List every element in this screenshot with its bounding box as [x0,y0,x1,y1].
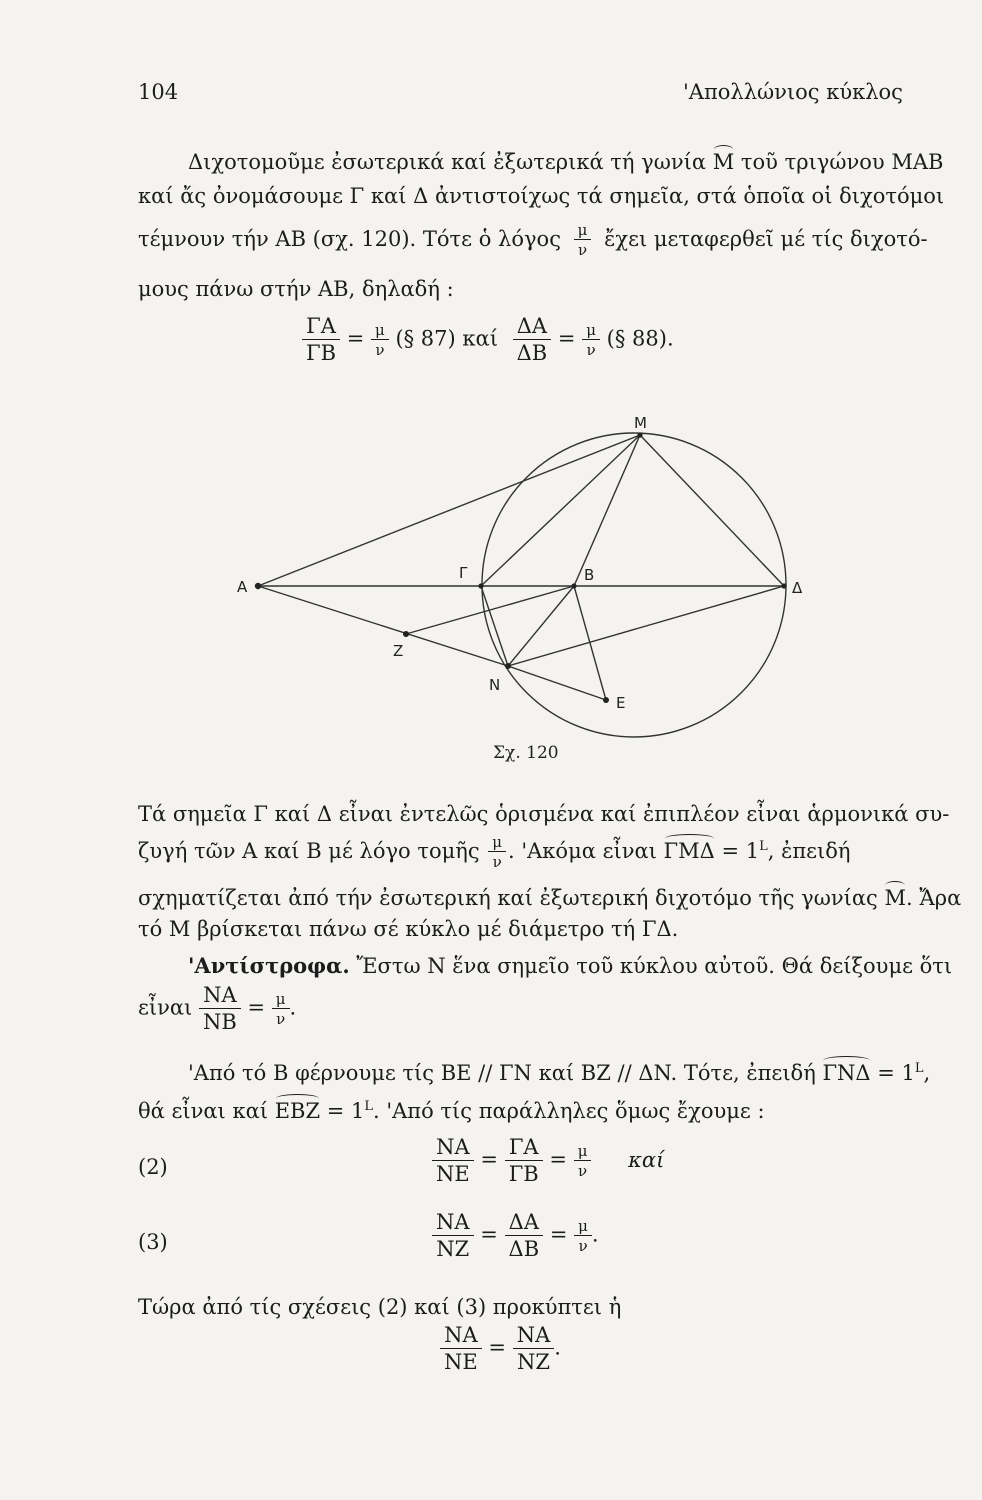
para2-text: ζυγή τῶν A καί B μέ λόγο τομῆς [138,839,480,863]
para3-text: = 1 [870,1061,915,1085]
para2-text: . 'Ακόμα εἶναι [508,839,664,863]
point-d [781,583,786,588]
converse-equation [138,985,296,1033]
equation-3-tag: (3) [138,1230,168,1254]
para1-text: τοῦ τριγώνου MAB [734,150,944,174]
fraction-numerator: μ [574,223,592,240]
para3-text: θά εἶναι καί [138,1099,275,1123]
equals-sign: = [480,1147,499,1172]
fraction-numerator: μ [488,835,506,852]
fraction-numerator: ΔΑ [513,316,552,340]
para2-line2 [138,835,851,870]
para3-text: 'Από τό B φέρνουμε τίς BE // ΓN καί BZ // ΔN. Τότε, ἐπειδή [188,1061,823,1085]
segment-be [574,586,606,700]
reference-87: (§ 87) καί [395,326,498,351]
fraction-numerator: ΓΑ [505,1137,543,1161]
figure-caption: Σχ. 120 [493,743,559,763]
label-a: A [237,578,248,596]
equals-sign: = [247,995,266,1020]
fraction-da-db [505,1212,544,1260]
apollonius-circle [482,433,786,737]
segment-an [258,586,508,666]
period: . [554,1335,561,1360]
fraction-numerator: μ [371,323,389,340]
fraction-numerator: μ [582,323,600,340]
right-angle-mark: L [364,1099,373,1114]
equals-sign: = [557,326,576,351]
equals-sign: = [488,1335,507,1360]
para1-line4: μους πάνω στήν AB, δηλαδή : [138,277,454,301]
segment-mg [481,435,640,586]
para1-text: τέμνουν τήν AB (σχ. 120). Τότε ὁ λόγος [138,227,561,251]
segment-ne [508,666,606,700]
fraction-denominator: ν [577,241,588,259]
fraction-denominator: ν [375,340,385,359]
right-angle-mark: L [759,839,768,854]
segment-zb [406,586,574,634]
fraction-numerator: ΔΑ [505,1212,544,1236]
right-angle-mark: L [914,1061,924,1076]
fraction-numerator: NA [513,1325,555,1349]
equals-sign: = [549,1222,568,1247]
para1-text: ἔχει μεταφερθεῖ μέ τίς διχοτό- [604,227,928,251]
fraction-numerator: ΓΑ [302,316,340,340]
fraction-denominator: NE [444,1350,478,1374]
point-e [603,697,609,703]
conjunction: καί [628,1147,665,1172]
fraction-na-nz [513,1325,555,1373]
segment-nd [508,586,784,666]
angle-gmd: ΓMΔ [663,839,715,863]
equation-2-tag: (2) [138,1155,168,1179]
fraction-mu-nu [574,1141,592,1180]
para1-text: Διχοτομοῦμε ἐσωτερικά καί ἐξωτερικά τή γωνία [188,150,713,174]
angle-m: M [712,150,735,174]
equals-sign: = [480,1222,498,1247]
para2-text: = 1 [714,839,760,863]
angle-m: M [884,886,906,910]
fraction-denominator: ΔΒ [516,341,548,365]
fraction-denominator: ν [276,1009,286,1028]
period: . [289,995,297,1020]
point-a [255,583,261,589]
label-m: M [634,414,647,432]
fraction-numerator: μ [272,992,290,1009]
point-z [403,631,409,637]
fraction-denominator: ΓΒ [306,341,337,365]
fraction-numerator: NA [432,1137,474,1161]
fraction-denominator: ΔΒ [508,1237,540,1261]
fraction-denominator: NZ [436,1237,470,1261]
angle-ebz: EBZ [274,1099,321,1123]
segment-nb [508,586,574,666]
label-d: Δ [792,579,803,597]
label-g: Γ [459,564,468,582]
fraction-na-nb [199,985,241,1033]
period: . [591,1222,599,1247]
fraction-denominator: NE [436,1162,470,1186]
angle-gnd: ΓNΔ [822,1061,871,1085]
fraction-numerator: μ [574,1219,592,1236]
fraction-denominator: NZ [516,1350,550,1374]
label-z: Z [393,642,404,660]
fraction-denominator: ν [578,1236,588,1255]
segment-md [640,435,784,586]
equation-3 [432,1212,599,1260]
point-n [505,663,511,669]
para2-line4: τό M βρίσκεται πάνω σέ κύκλο μέ διάμετρο τή ΓΔ. [138,917,679,941]
segment-ng [481,586,508,666]
converse-text: Ἔστω N ἕνα σημεῖο τοῦ κύκλου αὐτοῦ. Θά δείξουμε ὅτι [349,954,953,978]
converse-text: εἶναι [138,995,193,1020]
para3-line2 [138,1100,765,1122]
equals-sign: = [549,1147,568,1172]
fraction-mu-nu [574,1216,592,1255]
para2-text: . Ἄρα [905,886,962,910]
converse-line1 [188,955,952,977]
equals-sign: = [346,326,365,351]
fraction-mu-nu [272,989,290,1028]
point-m [637,432,642,437]
fraction-denominator: ν [586,340,596,359]
fraction-numerator: NA [199,985,241,1009]
fraction-na-ne [432,1137,474,1185]
para3-text: . 'Από τίς παράλληλες ὅμως ἔχουμε : [373,1099,765,1123]
fraction-numerator: NA [440,1325,482,1349]
conclusion-line: Τώρα ἀπό τίς σχέσεις (2) καί (3) προκύπτει ἡ [138,1295,622,1319]
para2-line3 [138,888,961,909]
para3-line1 [188,1062,930,1084]
para2-text: , ἐπειδή [767,839,851,863]
running-title: 'Απολλώνιος κύκλος [683,80,903,104]
converse-label: 'Αντίστροφα. [188,953,350,978]
fraction-numerator: NA [432,1212,474,1236]
fraction-denominator: ΓΒ [508,1162,539,1186]
page-number: 104 [138,80,179,104]
para3-text: , [923,1061,931,1085]
fraction-ga-gb [505,1137,543,1185]
para2-line1: Τά σημεῖα Γ καί Δ εἶναι ἐντελῶς ὁρισμένα καί ἐπιπλέον εἶναι ἁρμονικά συ- [138,802,950,826]
ratio-mu-nu [488,835,506,870]
para2-text: σχηματίζεται ἀπό τήν ἐσωτερική καί ἐξωτερική διχοτόμο τῆς γωνίας [138,886,885,910]
point-b [571,583,576,588]
fraction-denominator: ν [492,853,502,871]
reference-88: (§ 88). [606,326,674,351]
segment-am [258,435,640,586]
conclusion-equation [440,1325,561,1373]
para1-line2: καί ἄς ὀνομάσουμε Γ καί Δ ἀντιστοίχως τά σημεῖα, στά ὁποῖα οἱ διχοτόμοι [138,184,945,208]
fraction-denominator: NB [202,1010,237,1034]
label-e: E [616,694,626,712]
equation-2 [432,1137,664,1185]
label-b: B [584,566,595,584]
fraction-numerator: μ [574,1144,592,1161]
fraction-na-ne [440,1325,482,1373]
label-n: N [489,676,501,694]
para3-text: = 1 [320,1099,365,1123]
point-g [478,583,483,588]
fraction-denominator: ν [578,1161,588,1180]
fraction-na-nz [432,1212,474,1260]
